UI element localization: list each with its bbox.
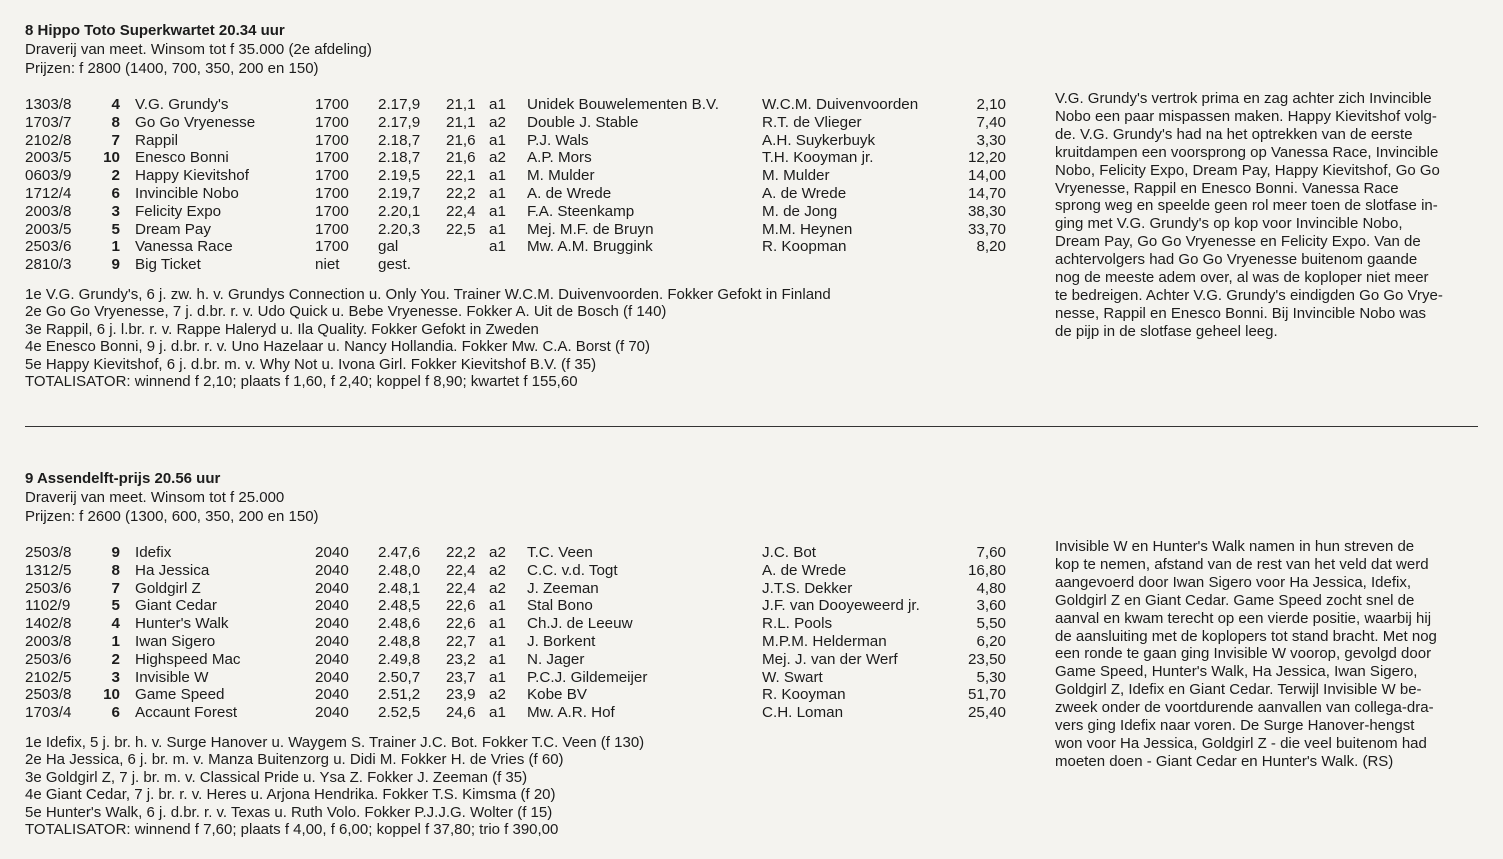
section-divider [25,426,1478,427]
distance-cell: 1700 [315,113,349,131]
class-cell: a1 [489,615,506,633]
report-line: Nobo, Felicity Expo, Dream Pay, Happy Kievitshof, Go Go [1055,161,1440,179]
pedigree-block [25,286,1025,390]
distance-cell: 1700 [315,202,349,220]
driver-cell: T.H. Kooyman jr. [762,149,874,167]
distance-cell: 2040 [315,579,349,597]
form-cell: 2102/5 [25,668,72,686]
class-cell: a1 [489,96,506,113]
owner-cell: T.C. Veen [527,544,593,561]
report-line: Invisible W en Hunter's Walk namen in hun streven de [1055,538,1415,555]
number-cell: 1 [111,238,120,256]
time-cell: 2.48,1 [378,579,421,597]
report-line: de. V.G. Grundy's had na het optrekken van de eerste [1055,125,1413,143]
report-line: Game Speed, Hunter's Walk, Ha Jessica, Iwan Sigero, [1055,663,1418,681]
race-conditions: Draverij van meet. Winsom tot f 25.000 [25,489,285,506]
form-cell: 1303/8 [25,96,72,113]
class-cell: a1 [489,668,506,686]
race-prizes: Prijzen: f 2800 (1400, 700, 350, 200 en 150) [25,60,319,77]
horse-name: Game Speed [135,686,225,704]
form-cell: 1102/9 [25,597,71,615]
distance-cell: 2040 [315,615,349,633]
pedigree-line: 1e Idefix, 5 j. br. h. v. Surge Hanover u. Waygem S. Trainer J.C. Bot. Fokker T.C. Veen (f 130) [25,734,645,751]
race-prizes: Prijzen: f 2600 (1300, 600, 350, 200 en 150) [25,508,319,525]
form-cell: 0603/9 [25,167,72,185]
driver-cell: A.H. Suykerbuyk [762,131,876,149]
pedigree-line: 2e Go Go Vryenesse, 7 j. d.br. r. v. Udo Quick u. Bebe Vryenesse. Fokker A. Uit de Bosch (f 140) [25,303,667,321]
report-line: te bedreigen. Achter V.G. Grundy's eindigden Go Go Vrye- [1055,286,1443,304]
horse-name: Highspeed Mac [135,650,241,668]
horse-name: Invincible Nobo [135,184,239,202]
km-time-cell: 22,4 [446,579,476,597]
odds-cell: 25,40 [967,704,1006,722]
report-line: een ronde te gaan ging Invisible W voorop, gevolgd door [1055,645,1432,663]
time-cell: 2.18,7 [378,149,421,167]
distance-cell: 1700 [315,220,349,238]
form-cell: 1312/5 [25,561,72,579]
km-time-cell: 22,6 [446,615,476,633]
km-time-cell: 21,6 [446,149,476,167]
owner-cell: Ch.J. de Leeuw [527,615,633,633]
number-cell: 8 [111,113,120,131]
race-title: 8 Hippo Toto Superkwartet 20.34 uur [25,22,285,39]
driver-cell: J.T.S. Dekker [762,579,853,597]
number-cell: 3 [111,668,120,686]
report-line: de aansluiting met de koplopers tot stand bracht. Met nog [1055,627,1437,645]
form-cell: 2503/6 [25,650,72,668]
owner-cell: F.A. Steenkamp [527,202,635,220]
form-cell: 2003/5 [25,220,72,238]
distance-cell: 2040 [315,650,349,668]
distance-cell: 2040 [315,632,349,650]
time-cell: 2.48,0 [378,561,421,579]
table-row [0,132,1040,150]
odds-cell: 3,30 [976,131,1006,149]
race-report [1055,90,1480,341]
owner-cell: C.C. v.d. Togt [527,561,618,579]
report-line: kop te nemen, afstand van de rest van het veld dat werd [1055,555,1429,573]
odds-cell: 7,60 [976,544,1006,561]
number-cell: 1 [111,632,120,650]
time-cell: 2.48,6 [378,615,421,633]
form-cell: 2102/8 [25,131,72,149]
pedigree-block [25,734,1025,838]
odds-cell: 2,10 [976,96,1006,113]
report-line: aangevoerd door Iwan Sigero voor Ha Jessica, Idefix, [1055,573,1412,591]
time-cell: gest. [378,256,411,274]
class-cell: a1 [489,650,506,668]
number-cell: 4 [111,615,120,633]
horse-name: Felicity Expo [135,202,222,220]
table-row [0,149,1040,167]
owner-cell: M. Mulder [527,167,595,185]
horse-name: Vanessa Race [135,238,233,256]
report-line: Nobo een paar mispassen maken. Happy Kievitshof volg- [1055,107,1437,125]
distance-cell: 2040 [315,561,349,579]
number-cell: 9 [111,544,120,561]
class-cell: a1 [489,202,506,220]
table-row [0,203,1040,221]
report-line: nog de meeste adem over, al was de koploper niet meer [1055,269,1429,287]
odds-cell: 16,80 [967,561,1006,579]
horse-name: Go Go Vryenesse [135,113,256,131]
table-row [0,686,1040,704]
pedigree-line: 3e Goldgirl Z, 7 j. br. m. v. Classical Pride u. Ysa Z. Fokker J. Zeeman (f 35) [25,768,528,786]
distance-cell: 2040 [315,686,349,704]
horse-name: Accaunt Forest [135,704,238,722]
class-cell: a1 [489,131,506,149]
km-time-cell: 22,4 [446,561,476,579]
class-cell: a1 [489,632,506,650]
table-row [0,704,1040,722]
distance-cell: niet [315,256,340,274]
odds-cell: 23,50 [967,650,1006,668]
horse-name: Giant Cedar [135,597,217,615]
report-line: de pijp in de slotfase geheel leeg. [1055,322,1278,340]
time-cell: 2.51,2 [378,686,421,704]
owner-cell: J. Borkent [527,632,596,650]
number-cell: 10 [103,149,120,167]
owner-cell: Mej. M.F. de Bruyn [527,220,654,238]
time-cell: 2.48,5 [378,597,421,615]
report-line: Goldgirl Z en Giant Cedar. Game Speed zocht snel de [1055,591,1415,609]
class-cell: a1 [489,597,506,615]
owner-cell: Double J. Stable [527,113,639,131]
pedigree-line: TOTALISATOR: winnend f 7,60; plaats f 4,00, f 6,00; koppel f 37,80; trio f 390,00 [25,821,559,839]
km-time-cell: 23,7 [446,668,476,686]
km-time-cell: 22,4 [446,202,476,220]
time-cell: gal [378,238,399,256]
owner-cell: N. Jager [527,650,585,668]
time-cell: 2.18,7 [378,131,421,149]
table-row [0,544,1040,562]
results-table [0,96,1040,274]
owner-cell: P.C.J. Gildemeijer [527,668,648,686]
table-row [0,96,1040,114]
owner-cell: A. de Wrede [527,184,612,202]
distance-cell: 1700 [315,184,349,202]
owner-cell: Kobe BV [527,686,587,704]
distance-cell: 1700 [315,149,349,167]
odds-cell: 14,00 [967,167,1006,185]
number-cell: 2 [111,167,120,185]
horse-name: Rappil [135,131,179,149]
distance-cell: 1700 [315,167,349,185]
form-cell: 2003/8 [25,202,72,220]
report-line: Vryenesse, Rappil en Enesco Bonni. Vanessa Race [1055,179,1399,197]
class-cell: a1 [489,238,506,256]
odds-cell: 4,80 [976,579,1006,597]
time-cell: 2.49,8 [378,650,421,668]
table-row [0,615,1040,633]
table-row [0,633,1040,651]
results-table [0,544,1040,722]
report-line: achtervolgers had Go Go Vryenesse buitenom gaande [1055,251,1418,269]
driver-cell: R. Kooyman [762,686,846,704]
driver-cell: W. Swart [762,668,823,686]
number-cell: 7 [111,579,120,597]
table-row [0,185,1040,203]
table-row [0,562,1040,580]
horse-name: Goldgirl Z [135,579,201,597]
km-time-cell: 21,1 [446,96,476,113]
number-cell: 6 [111,184,120,202]
class-cell: a1 [489,184,506,202]
number-cell: 9 [111,256,120,274]
table-row [0,256,1040,274]
form-cell: 1402/8 [25,615,72,633]
table-row [0,238,1040,256]
table-row [0,221,1040,239]
pedigree-line: 5e Happy Kievitshof, 6 j. d.br. m. v. Why Not u. Ivona Girl. Fokker Kievitshof B.V. (f 35) [25,355,597,373]
km-time-cell: 21,6 [446,131,476,149]
report-line: Dream Pay, Go Go Vryenesse en Felicity Expo. Van de [1055,233,1421,251]
odds-cell: 14,70 [967,184,1006,202]
pedigree-line: 3e Rappil, 6 j. l.br. r. v. Rappe Haleryd u. Ila Quality. Fokker Gefokt in Zweden [25,320,539,338]
distance-cell: 2040 [315,544,349,561]
driver-cell: R. Koopman [762,238,847,256]
km-time-cell: 24,6 [446,704,476,722]
report-line: kruitdampen een voorsprong op Vanessa Race, Invincible [1055,143,1439,161]
report-line: sprong weg en speelde geen rol meer toen de slotfase in- [1055,197,1438,215]
odds-cell: 3,60 [976,597,1006,615]
odds-cell: 6,20 [976,632,1006,650]
form-cell: 2810/3 [25,256,72,274]
owner-cell: Mw. A.R. Hof [527,704,615,722]
distance-cell: 1700 [315,96,349,113]
odds-cell: 12,20 [967,149,1006,167]
time-cell: 2.50,7 [378,668,421,686]
horse-name: Idefix [135,544,172,561]
race-conditions: Draverij van meet. Winsom tot f 35.000 (2e afdeling) [25,41,372,58]
report-line: aanval en kwam terecht op een vierde positie, waarbij hij [1055,609,1432,627]
pedigree-line: 2e Ha Jessica, 6 j. br. m. v. Manza Buitenzorg u. Didi M. Fokker H. de Vries (f 60) [25,751,564,769]
owner-cell: Stal Bono [527,597,593,615]
table-row [0,669,1040,687]
owner-cell: Unidek Bouwelementen B.V. [527,96,719,113]
pedigree-line: 5e Hunter's Walk, 6 j. d.br. r. v. Texas u. Ruth Volo. Fokker P.J.J.G. Wolter (f 15) [25,803,553,821]
pedigree-line: 4e Giant Cedar, 7 j. br. r. v. Heres u. Arjona Hendrika. Fokker T.S. Kimsma (f 20) [25,786,556,804]
time-cell: 2.48,8 [378,632,421,650]
distance-cell: 1700 [315,131,349,149]
horse-name: Ha Jessica [135,561,210,579]
class-cell: a1 [489,167,506,185]
number-cell: 5 [111,220,120,238]
form-cell: 2003/5 [25,149,72,167]
time-cell: 2.17,9 [378,113,421,131]
form-cell: 1703/7 [25,113,72,131]
distance-cell: 2040 [315,668,349,686]
owner-cell: Mw. A.M. Bruggink [527,238,653,256]
report-line: won voor Ha Jessica, Goldgirl Z - die veel buitenom had [1055,734,1427,752]
horse-name: Iwan Sigero [135,632,216,650]
class-cell: a1 [489,704,506,722]
time-cell: 2.17,9 [378,96,421,113]
report-line: Goldgirl Z, Idefix en Giant Cedar. Terwijl Invisible W be- [1055,681,1422,699]
form-cell: 2503/8 [25,686,72,704]
class-cell: a2 [489,113,506,131]
time-cell: 2.20,3 [378,220,421,238]
horse-name: Happy Kievitshof [135,167,249,185]
form-cell: 1703/4 [25,704,72,722]
pedigree-line: 1e V.G. Grundy's, 6 j. zw. h. v. Grundys Connection u. Only You. Trainer W.C.M. Duivenvoorden. Fokker Gefokt in Finland [25,286,831,303]
odds-cell: 5,50 [976,615,1006,633]
driver-cell: M. de Jong [762,202,838,220]
odds-cell: 38,30 [967,202,1006,220]
driver-cell: C.H. Loman [762,704,844,722]
number-cell: 10 [103,686,120,704]
report-line: V.G. Grundy's vertrok prima en zag achter zich Invincible [1055,90,1432,107]
driver-cell: J.C. Bot [762,544,817,561]
driver-cell: W.C.M. Duivenvoorden [762,96,919,113]
report-line: ging met V.G. Grundy's op kop voor Invincible Nobo, [1055,215,1403,233]
number-cell: 7 [111,131,120,149]
driver-cell: Mej. J. van der Werf [762,650,898,668]
report-line: nesse, Rappil en Enesco Bonni. Bij Invincible Nobo was [1055,304,1427,322]
race-report [1055,538,1480,771]
form-cell: 2503/6 [25,238,72,256]
odds-cell: 51,70 [967,686,1006,704]
driver-cell: M.M. Heynen [762,220,853,238]
driver-cell: R.L. Pools [762,615,833,633]
km-time-cell: 22,6 [446,597,476,615]
odds-cell: 33,70 [967,220,1006,238]
owner-cell: P.J. Wals [527,131,589,149]
time-cell: 2.47,6 [378,544,421,561]
km-time-cell: 22,1 [446,167,476,185]
class-cell: a1 [489,220,506,238]
driver-cell: M.P.M. Helderman [762,632,887,650]
distance-cell: 2040 [315,704,349,722]
driver-cell: M. Mulder [762,167,830,185]
time-cell: 2.19,7 [378,184,421,202]
km-time-cell: 22,2 [446,184,476,202]
report-line: vers ging Idefix naar voren. De Surge Hanover-hengst [1055,717,1415,735]
race-title: 9 Assendelft-prijs 20.56 uur [25,470,221,487]
odds-cell: 8,20 [976,238,1006,256]
form-cell: 2503/6 [25,579,72,597]
km-time-cell: 22,2 [446,544,476,561]
table-row [0,651,1040,669]
number-cell: 8 [111,561,120,579]
driver-cell: R.T. de Vlieger [762,113,862,131]
class-cell: a2 [489,579,506,597]
owner-cell: J. Zeeman [527,579,599,597]
table-row [0,167,1040,185]
table-row [0,114,1040,132]
number-cell: 4 [111,96,120,113]
horse-name: Big Ticket [135,256,201,274]
horse-name: Hunter's Walk [135,615,229,633]
driver-cell: J.F. van Dooyeweerd jr. [762,597,920,615]
table-row [0,580,1040,598]
driver-cell: A. de Wrede [762,561,847,579]
class-cell: a2 [489,149,506,167]
horse-name: V.G. Grundy's [135,96,229,113]
class-cell: a2 [489,686,506,704]
owner-cell: A.P. Mors [527,149,592,167]
report-line: zweek onder de voortdurende aanvallen van collega-dra- [1055,699,1434,717]
number-cell: 6 [111,704,120,722]
time-cell: 2.20,1 [378,202,421,220]
driver-cell: A. de Wrede [762,184,847,202]
number-cell: 5 [111,597,120,615]
km-time-cell: 22,7 [446,632,476,650]
form-cell: 2503/8 [25,544,72,561]
horse-name: Dream Pay [135,220,211,238]
class-cell: a2 [489,544,506,561]
number-cell: 3 [111,202,120,220]
horse-name: Invisible W [135,668,209,686]
time-cell: 2.19,5 [378,167,421,185]
distance-cell: 1700 [315,238,349,256]
odds-cell: 7,40 [976,113,1006,131]
distance-cell: 2040 [315,597,349,615]
odds-cell: 5,30 [976,668,1006,686]
pedigree-line: TOTALISATOR: winnend f 2,10; plaats f 1,60, f 2,40; koppel f 8,90; kwartet f 155,60 [25,373,578,391]
pedigree-line: 4e Enesco Bonni, 9 j. d.br. r. v. Uno Hazelaar u. Nancy Hollandia. Fokker Mw. C.A. Borst (f 70) [25,338,650,356]
km-time-cell: 22,5 [446,220,476,238]
form-cell: 2003/8 [25,632,72,650]
time-cell: 2.52,5 [378,704,421,722]
form-cell: 1712/4 [25,184,72,202]
number-cell: 2 [111,650,120,668]
km-time-cell: 21,1 [446,113,476,131]
km-time-cell: 23,2 [446,650,476,668]
report-line: moeten doen - Giant Cedar en Hunter's Walk. (RS) [1055,752,1394,770]
class-cell: a2 [489,561,506,579]
km-time-cell: 23,9 [446,686,476,704]
horse-name: Enesco Bonni [135,149,229,167]
table-row [0,597,1040,615]
